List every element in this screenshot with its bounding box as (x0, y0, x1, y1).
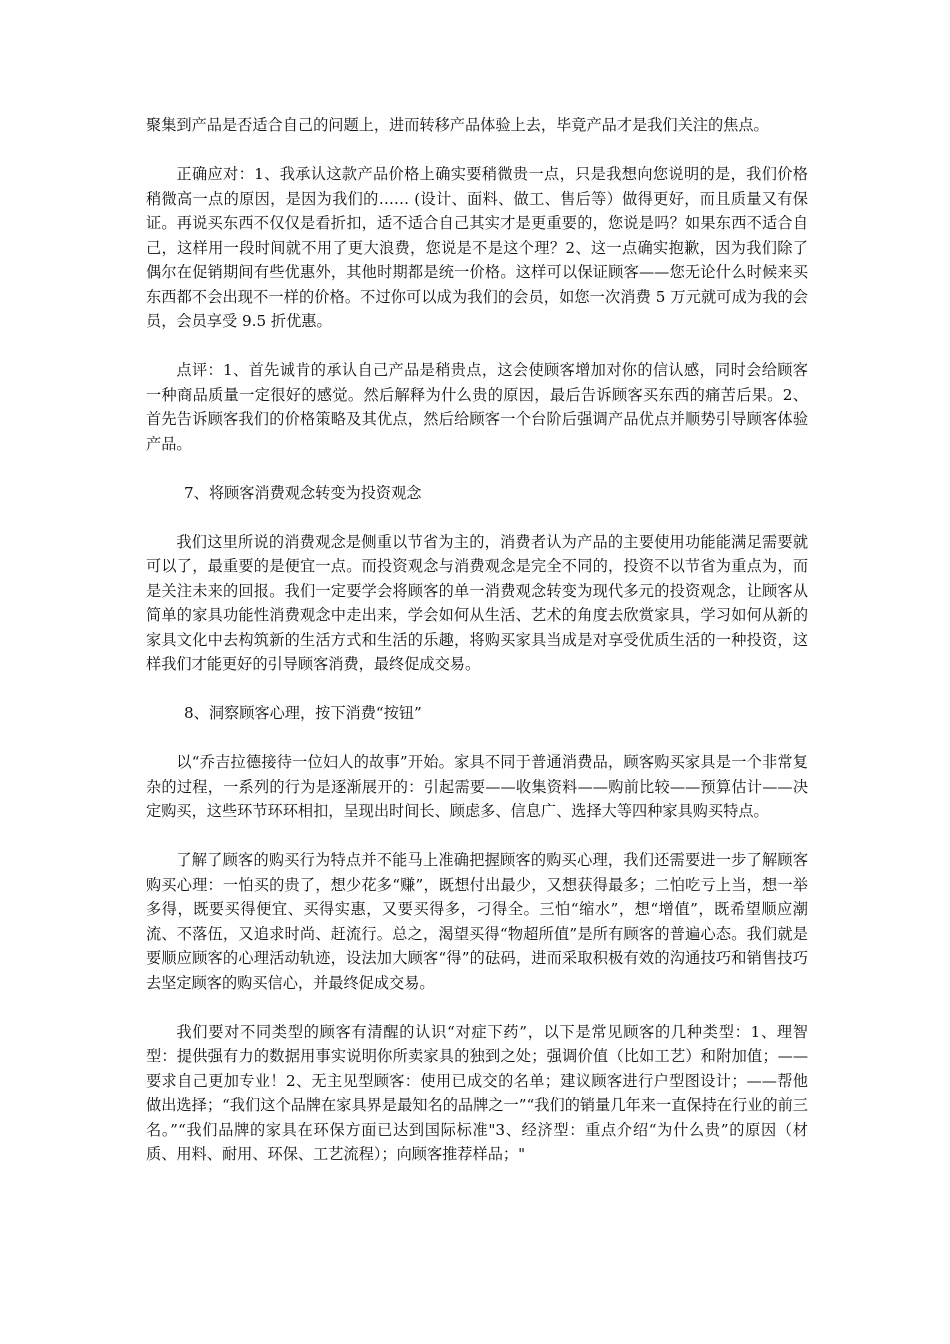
paragraph-gap (146, 505, 808, 530)
paragraph-investment-concept: 我们这里所说的消费观念是侧重以节省为主的，消费者认为产品的主要使用功能能满足需要就可以了，最重要的是便宜一点。而投资观念与消费观念是完全不同的，投资不以节省为重点为，而是关注未来的回报。我们一定要学会将顾客的单一消费观念转变为现代多元的投资观念，让顾客从简单的家具功能性消费观念中走出来，学会如何从生活、艺术的角度去欣赏家具，学习如何从新的家具文化中去构筑新的生活方式和生活的乐趣，将购买家具当成是对享受优质生活的一种投资，这样我们才能更好的引导顾客消费，最终促成交易。 (146, 532, 808, 673)
paragraph-story: 以“乔吉拉德接待一位妇人的故事”开始。家具不同于普通消费品，顾客购买家具是一个非常复杂的过程，一系列的行为是逐渐展开的：引起需要——收集资料——购前比较——预算估计——决定购买，这些环节环环相扣，呈现出时间长、顾虑多、信息广、选择大等四种家具购买特点。 (146, 753, 808, 820)
paragraph-gap (146, 824, 808, 849)
paragraph-gap (146, 138, 808, 163)
paragraph-comment: 点评：1、首先诚肯的承认自己产品是稍贵点，这会使顾客增加对你的信认感，同时会给顾客一种商品质量一定很好的感觉。然后解释为什么贵的原因，最后告诉顾客买东西的痛苦后果。2、首先告诉顾客我们的价格策略及其优点，然后给顾客一个台阶后强调产品优点并顺势引导顾客体验产品。 (146, 361, 808, 453)
paragraph-gap (146, 995, 808, 1020)
paragraph-psychology: 了解了顾客的购买行为特点并不能马上准确把握顾客的购买心理，我们还需要进一步了解顾客购买心理：一怕买的贵了，想少花多“赚”，既想付出最少，又想获得最多；二怕吃亏上当，想一举多得，既要买得便宜、买得实惠，又要买得多，刁得全。三怕“缩水”，想“增值”，既希望顺应潮流、不落伍，又追求时尚、赶流行。总之，渴望买得“物超所值”是所有顾客的普遍心态。我们就是要顺应顾客的心理活动轨迹，设法加大顾客“得”的砝码，进而采取积极有效的沟通技巧和销售技巧去坚定顾客的购买信心，并最终促成交易。 (146, 851, 808, 992)
paragraph-gap (146, 334, 808, 359)
paragraph-customer-types: 我们要对不同类型的顾客有清醒的认识“对症下药”，以下是常见顾客的几种类型：1、理智型：提供强有力的数据用事实说明你所卖家具的独到之处；强调价值（比如工艺）和附加值；——要求自己更加专业！2、无主见型顾客：使用已成交的名单；建议顾客进行户型图设计；——帮他做出选择；“我们这个品牌在家具界是最知名的品牌之一”“我们的销量几年来一直保持在行业的前三名。”“我们品牌的家具在环保方面已达到国际标准"3、经济型：重点介绍“为什么贵”的原因（材质、用料、耐用、环保、工艺流程）；向顾客推荐样品；" (146, 1022, 808, 1163)
document-page (146, 113, 808, 1167)
paragraph-gap (146, 726, 808, 751)
section-heading-8: 8、洞察顾客心理，按下消费“按钮” (184, 704, 422, 722)
paragraph-gap (146, 677, 808, 702)
section-heading-7: 7、将顾客消费观念转变为投资观念 (184, 483, 422, 502)
paragraph-gap (146, 456, 808, 481)
paragraph-correct-response: 正确应对：1、我承认这款产品价格上确实要稍微贵一点，只是我想向您说明的是，我们价格稍微高一点的原因，是因为我们的…… (设计、面料、做工、售后等）做得更好，而且质量又有保证。再说买东西不仅仅是看折扣，适不适合自己其实才是更重要的，您说是吗？如果东西不适合自己，这样用一段时间就不用了更大浪费，您说是不是这个理？2、这一点确实抱歉，因为我们除了偶尔在促销期间有些优惠外，其他时期都是统一价格。这样可以保证顾客——您无论什么时候来买东西都不会出现不一样的价格。不过你可以成为我们的会员，如您一次消费 5 万元就可成为我的会员，会员享受 9.5 折优惠。 (146, 165, 808, 330)
paragraph-continuation: 聚集到产品是否适合自己的问题上，进而转移产品体验上去，毕竟产品才是我们关注的焦点。 (146, 116, 769, 134)
